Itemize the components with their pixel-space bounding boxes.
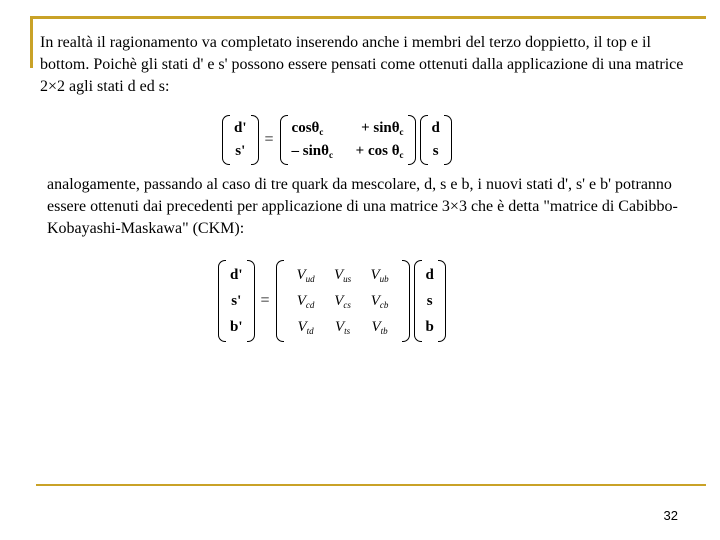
- lhs-entry: b': [230, 318, 243, 335]
- page-number: 32: [663, 508, 678, 523]
- lhs-entry: s': [231, 292, 242, 309]
- ckm-element: $V_{us}$: [333, 266, 352, 284]
- rotation-matrix: [280, 115, 416, 165]
- lhs-entry: d': [234, 120, 247, 136]
- rhs-entry: b: [425, 318, 434, 335]
- ckm-element: $V_{cd}$: [296, 292, 315, 310]
- ckm-element: $V_{cb}$: [370, 292, 389, 310]
- lhs-entry: s': [235, 143, 246, 159]
- equals-sign: =: [264, 131, 274, 148]
- ckm-element: $V_{ts}$: [334, 318, 351, 336]
- rhs-entry: d: [431, 120, 440, 136]
- rhs-vector: [414, 260, 446, 342]
- matrix-row: [288, 267, 398, 284]
- matrix-row: [288, 293, 398, 310]
- paragraph-1: In realtà il ragionamento va completato inserendo anche i membri del terzo doppietto, il top e il bottom. Poichè gli stati d' e s' possono essere pensati come ottenuti dalla applicazione di una matrice 2×2 agli stati d ed s:: [40, 34, 684, 95]
- ckm-element: $V_{ud}$: [296, 266, 315, 284]
- lhs-vector: [218, 260, 255, 342]
- matrix-row: – sinθ$_c$ + $\cos \theta_c$: [291, 143, 404, 160]
- matrix-row: [288, 319, 398, 336]
- ckm-element: $V_{ub}$: [370, 266, 389, 284]
- accent-line-top: [30, 16, 706, 19]
- equation-2x2: [222, 114, 452, 166]
- rhs-vector: [420, 115, 452, 165]
- accent-line-bottom: [36, 484, 706, 486]
- ckm-element: $V_{tb}$: [371, 318, 388, 336]
- matrix-row: cosθ$_c$ + sinθ$_c$: [291, 120, 404, 137]
- lhs-entry: d': [230, 266, 243, 283]
- ckm-element: $V_{cs}$: [334, 292, 351, 310]
- rhs-entry: s: [426, 292, 433, 309]
- paragraph-2: analogamente, passando al caso di tre quark da mescolare, d, s e b, i nuovi stati d', s' e b' potranno essere ottenuti dai precedenti per applicazione di una matrice 3×3 che è detta "matrice di Cabibbo-Kobayashi-Maskawa" (CKM):: [47, 176, 678, 237]
- equation-ckm: [218, 259, 446, 343]
- ckm-matrix: [276, 260, 410, 342]
- lhs-vector: [222, 115, 259, 165]
- accent-line-left: [30, 16, 33, 68]
- rhs-entry: s: [432, 143, 439, 159]
- equals-sign: =: [260, 292, 270, 309]
- rhs-entry: d: [425, 266, 434, 283]
- ckm-element: $V_{td}$: [297, 318, 314, 336]
